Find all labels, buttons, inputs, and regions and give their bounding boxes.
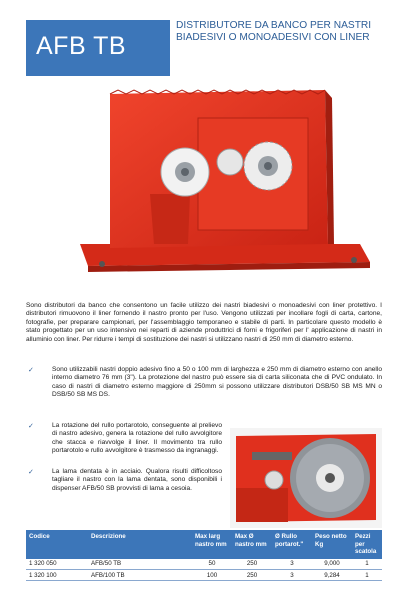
cell: 100	[206, 571, 218, 579]
check-icon: ✓	[28, 367, 34, 374]
cell: 1 320 100	[29, 571, 57, 579]
cell: 3	[290, 571, 294, 579]
col-header: Codice	[29, 533, 50, 540]
table-row	[26, 570, 382, 581]
cell: 1 320 050	[29, 560, 57, 568]
specs-table	[26, 530, 382, 581]
bullet-text: La lama dentata è in acciaio. Qualora risulti difficoltoso tagliare il nastro con la lama dentata, sono disponibili i dispenser AFB/50 SB provvisti di lama a cesoia.	[52, 468, 222, 492]
title-line-2: BIADESIVI O MONOADESIVI CON LINER	[176, 32, 370, 43]
cell: 250	[246, 560, 258, 568]
roll-holder-left	[161, 148, 209, 196]
bullet-text: Sono utilizzabili nastri doppio adesivo fino a 50 o 100 mm di larghezza e 250 mm di diametro esterno con anello interno diametro 76 mm (3"). La protezione del nastro può essere sia di carta siliconata che di PVC ondulato. In caso di nastri di diametro esterno maggiore di 250mm si possono utilizzare distributori DSB/50 SB MS MN o DSB/50 SB MS DS.	[52, 366, 382, 399]
check-icon: ✓	[28, 469, 34, 476]
check-icon: ✓	[28, 423, 34, 430]
list-item	[26, 422, 222, 456]
title-line-1: DISTRIBUTORE DA BANCO PER NASTRI	[176, 20, 372, 31]
cell: 1	[365, 571, 369, 579]
bullet-text: La rotazione del rullo portarotolo, conseguente al prelievo di nastro adesivo, genera la rotazione del rullo avvolgitore che stacca e riavvolge il liner. Il movimento tra rullo portarotolo e rullo avvolgitore è trasmesso da ingranaggi.	[52, 422, 222, 455]
list-item	[26, 468, 222, 493]
cell: 50	[208, 560, 216, 568]
col-header: Pezzi per scatola	[355, 533, 377, 555]
cell: 9,284	[324, 571, 340, 579]
roll-detail-photo	[230, 428, 382, 528]
dispenser-photo	[70, 84, 370, 296]
col-header: Max larg nastro mm	[195, 533, 227, 548]
col-header: Ø Rullo portarot."	[275, 533, 304, 548]
table-header-row	[26, 530, 382, 559]
cell: 3	[290, 560, 294, 568]
product-badge	[26, 20, 170, 76]
cell: 9,000	[324, 560, 340, 568]
list-item	[26, 366, 382, 400]
page-title	[176, 20, 386, 44]
col-header: Peso netto Kg	[315, 533, 347, 548]
col-header: Max Ø nastro mm	[235, 533, 267, 548]
cell: 1	[365, 560, 369, 568]
table-row	[26, 559, 382, 570]
cell: AFB/50 TB	[91, 560, 122, 568]
cell: AFB/100 TB	[91, 571, 125, 579]
cell: 250	[246, 571, 258, 579]
intro-paragraph: Sono distributori da banco che consentono un facile utilizzo dei nastri biadesivi o monoadesivi con liner protettivo. I distributori rimuovono il liner fornendo il nastro pronto per l'uso. Vengono utilizzati per incollare fogli di carta, cartone, fotografie, per preparare campionari, per l'assemblaggio temporaneo e stabile di parti. In particolare questo modello è stato progettato per un uso intensivo nei reparti di aziende produttrici di forni e frigoriferi per l' applicazione di nastri in alluminio con liner. Per ridurre i tempi di sostituzione dei nastri si utilizzano nastri di 250 mm di diametro esterno.	[26, 302, 382, 343]
product-code: AFB TB	[36, 32, 127, 60]
col-header: Descrizione	[91, 533, 126, 540]
